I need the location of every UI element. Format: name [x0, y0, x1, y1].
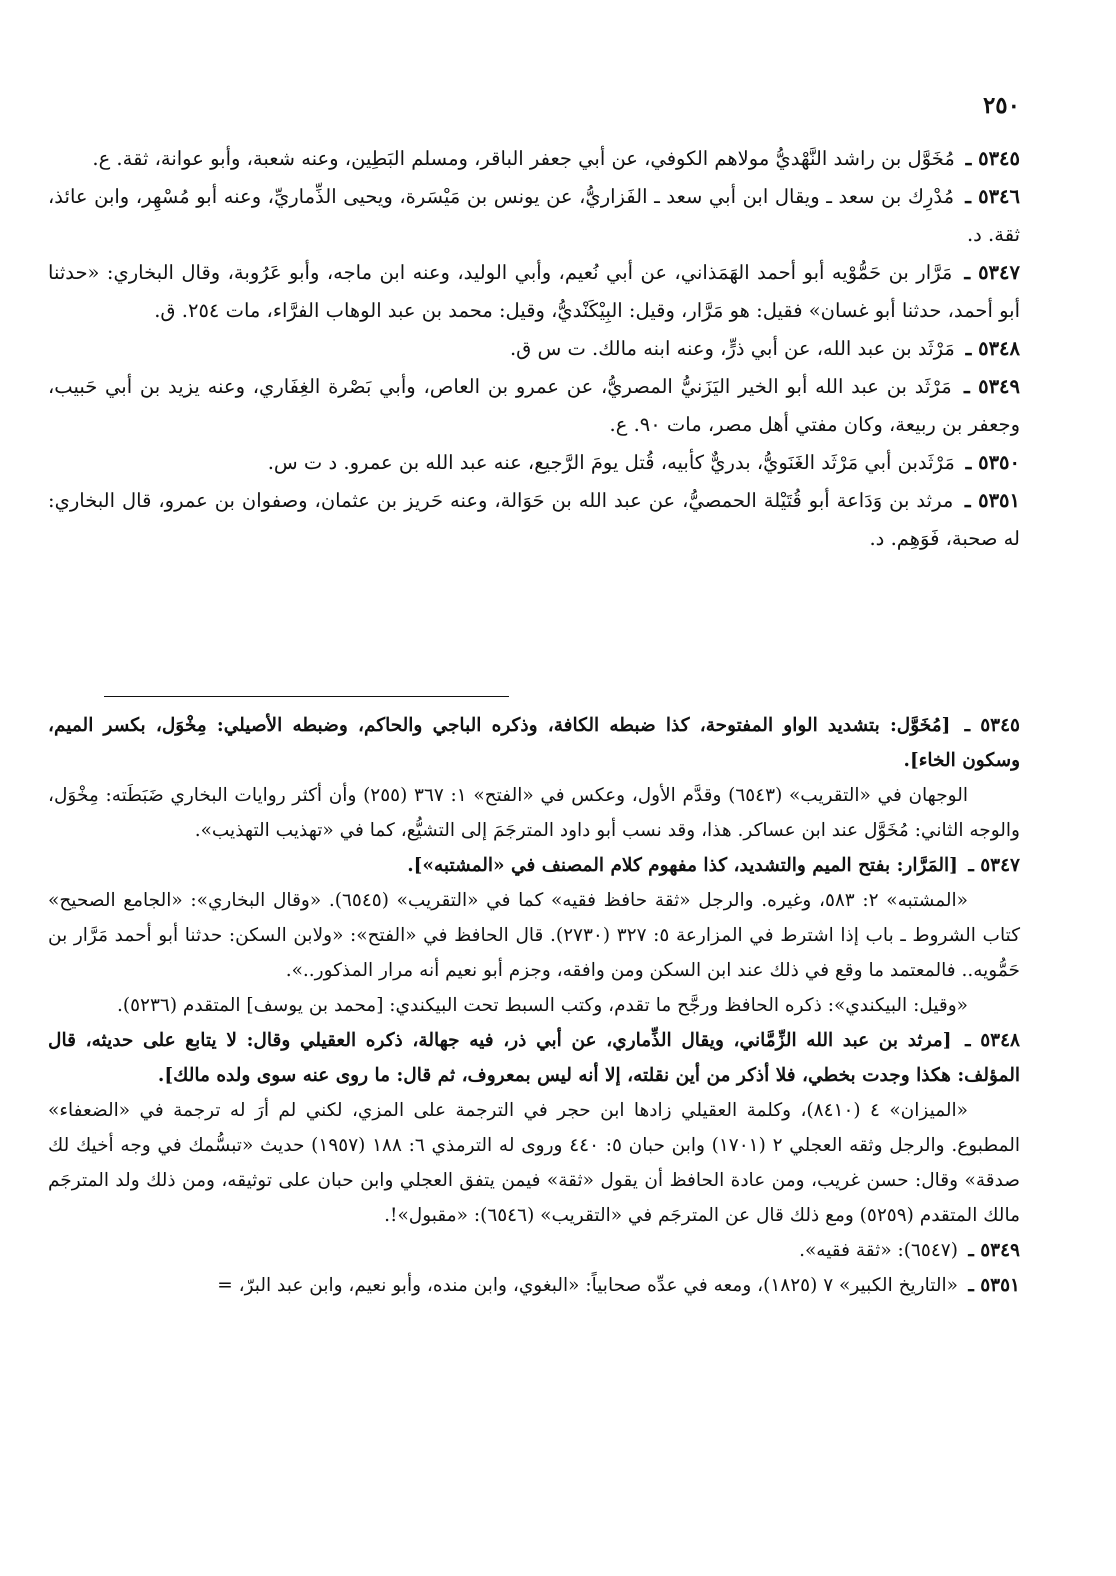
entry-head: مَرْثَد بن عبد الله أبو الخير اليَزَنيُّ المصريُّ، عن عمرو بن العاص، وأبي بَصْرة الغِفَاري، وعنه [207, 375, 952, 398]
footnote-number: ٥٣٤٨ ـ [955, 1030, 1020, 1051]
entry-head: مُخَوَّل بن راشد النَّهْديُّ مولاهم الكوفي، عن أبي جعفر الباقر، ومسلم البَطِين، وعنه شعبة، وأبو [210, 147, 955, 170]
entry-head: مَرْثَدبن أبي مَرْثَد الغَنَويُّ، بدريٌّ كأبيه، قُتل يومَ الرَّجيع، عنه عبد الله بن عمرو. د ت س. [267, 451, 955, 474]
footnote-number: ٥٣٤٥ ـ [954, 715, 1020, 736]
footnote-divider [104, 696, 509, 697]
footnote-quoted-text: [مُخَوَّل: بتشديد الواو المفتوحة، كذا ضبطه الكافة، وذكره الباجي والحاكم، وضبطه الأصيلي: مِخْوَل، بكسر الميم، وسكون الخاء]. [48, 715, 1020, 771]
footnote-commentary: (٦٥٤٧): «ثقة فقيه». [799, 1240, 958, 1261]
footnote-quoted-text: [مرثد بن عبد الله الزِّمَّاني، ويقال الذِّماري، عن أبي ذر، فيه جهالة، ذكره العقيلي وقال: لا يتابع على حديثه، قال المؤلف: هكذا وجدت بخطي، فلا أذكر من أين نقلته، إلا أنه ليس بمعروف، ثم قال: ما روى عنه سوى ولده مالك]. [48, 1030, 1020, 1086]
entry [48, 178, 1020, 254]
footnote [48, 1023, 1020, 1093]
footnote [48, 708, 1020, 778]
footnote-commentary: «المشتبه» ٢: ٥٨٣، وغيره. والرجل «ثقة حافظ فقيه» كما في «التقريب» (٦٥٤٥). «وقال البخاري»: «الجامع الصحيح» كتاب الشروط ـ باب إذا اشترط في المزارعة ٥: ٣٢٧ (٢٧٣٠). قال الحافظ في «الفتح»: «ولابن السكن: حدثنا أبو أحمد مَرَّار بن حَمُّويه.. فالمعتمد ما وقع في ذلك عند ابن السكن ومن وافقه، وجزم أبو نعيم أنه مرار المذكور..». [48, 890, 1021, 981]
entry [48, 140, 1020, 178]
entry-head: مَرَّار بن حَمُّوْيه أبو أحمد الهَمَذاني، عن أبي نُعيم، وأبي الوليد، وعنه ابن ماجه، وأبو عَرُوبة، [227, 261, 953, 284]
footnote-commentary: «الميزان» ٤ (٨٤١٠)، وكلمة العقيلي زادها ابن حجر في الترجمة على المزي، لكني لم أرَ له ترجمة في «الضعفاء» المطبوع. والرجل وثقه العجلي ٢ (١٧٠١) وابن حبان ٥: ٤٤٠ وروى له الترمذي ٦: ١٨٨ (١٩٥٧) حديث «تبسُّمك في وجه أخيك لك صدقة» وقال: حسن غريب، ومن عادة الحافظ أن يقول «ثقة» فيمن يتفق العجلي وابن حبان على توثيقه، ومن ذلك ولد المترجَم مالك المتقدم (٥٢٥٩) ومع ذلك قال عن المترجَم في «التقريب» (٦٥٤٦): «مقبول»!. [48, 1100, 1021, 1226]
entry-head: مُدْرِك بن سعد ـ ويقال ابن أبي سعد ـ الفَزاريُّ، عن يونس بن مَيْسَرة، ويحيى الذِّماريِّ، وعنه أبو [196, 185, 955, 208]
entry-number: ٥٣٤٨ ـ [958, 337, 1020, 360]
page-number: ٢٥٠ [982, 92, 1020, 119]
entry [48, 330, 1020, 368]
entry-rest: مُسْهِر، وابن عائذ، ثقة. د. [48, 185, 1020, 246]
entry-number: ٥٣٤٥ ـ [958, 147, 1020, 170]
footnote-number: ٥٣٤٩ ـ [961, 1240, 1020, 1261]
entry-number: ٥٣٥٠ ـ [958, 451, 1020, 474]
footnotes [48, 708, 1020, 1303]
entry-head: مرثد بن وَدَاعة أبو قُتَيْلة الحمصيُّ، عن عبد الله بن حَوَالة، وعنه حَريز بن عثمان، وصفوان بن [214, 489, 954, 512]
entry [48, 368, 1020, 444]
footnote-commentary: «التاريخ الكبير» ٧ (١٨٢٥)، ومعه في عدِّه صحابياً: «البغوي، وابن منده، وأبو نعيم، وابن عبد البرّ، = [217, 1275, 958, 1296]
main-text [48, 140, 1020, 558]
entry-rest: وقال البخاري: «حدثنا أبو أحمد، حدثنا أبو غسان» فقيل: هو مَرَّار، وقيل: البِيْكَنْديُّ، وقيل: محمد بن عبد الوهاب الفرَّاء، مات ٢٥٤. ق. [48, 261, 1020, 322]
footnote [48, 1268, 1020, 1303]
entry-number: ٥٣٥١ ـ [957, 489, 1020, 512]
footnote [48, 848, 1020, 883]
entry-number: ٥٣٤٦ ـ [958, 185, 1020, 208]
entry [48, 444, 1020, 482]
footnote-quoted-text: [المَرَّار: بفتح الميم والتشديد، كذا مفهوم كلام المصنف في «المشتبه»]. [407, 855, 958, 876]
entry-number: ٥٣٤٩ ـ [955, 375, 1020, 398]
entry-head: مَرْثَد بن عبد الله، عن أبي ذرٍّ، وعنه ابنه مالك. ت س ق. [509, 337, 955, 360]
entry-rest: يزيد بن أبي حَبيب، وجعفر بن ربيعة، وكان مفتي أهل مصر، مات ٩٠. ع. [48, 375, 1020, 436]
footnote-number: ٥٣٥١ ـ [961, 1275, 1020, 1296]
entry-number: ٥٣٤٧ ـ [956, 261, 1020, 284]
footnote-commentary: «وقيل: البيكندي»: ذكره الحافظ ورجَّح ما تقدم، وكتب السبط تحت البيكندي: [محمد بن يوسف] المتقدم (٥٢٣٦). [116, 995, 968, 1016]
footnote [48, 1233, 1020, 1268]
entry [48, 482, 1020, 558]
footnote-number: ٥٣٤٧ ـ [961, 855, 1020, 876]
entry [48, 254, 1020, 330]
entry-rest: عمرو، قال البخاري: له صحبة، فَوَهِم. د. [48, 489, 1020, 550]
footnote-commentary: الوجهان في «التقريب» (٦٥٤٣) وقدَّم الأول، وعكس في «الفتح» ١: ٣٦٧ (٢٥٥) وأن أكثر روايات البخاري ضَبَطَته: مِخْوَل، والوجه الثاني: مُخَوَّل عند ابن عساكر. هذا، وقد نسب أبو داود المترجَمَ إلى التشيُّع، كما في «تهذيب التهذيب». [48, 785, 1020, 841]
entry-rest: عوانة، ثقة. ع. [92, 147, 211, 170]
